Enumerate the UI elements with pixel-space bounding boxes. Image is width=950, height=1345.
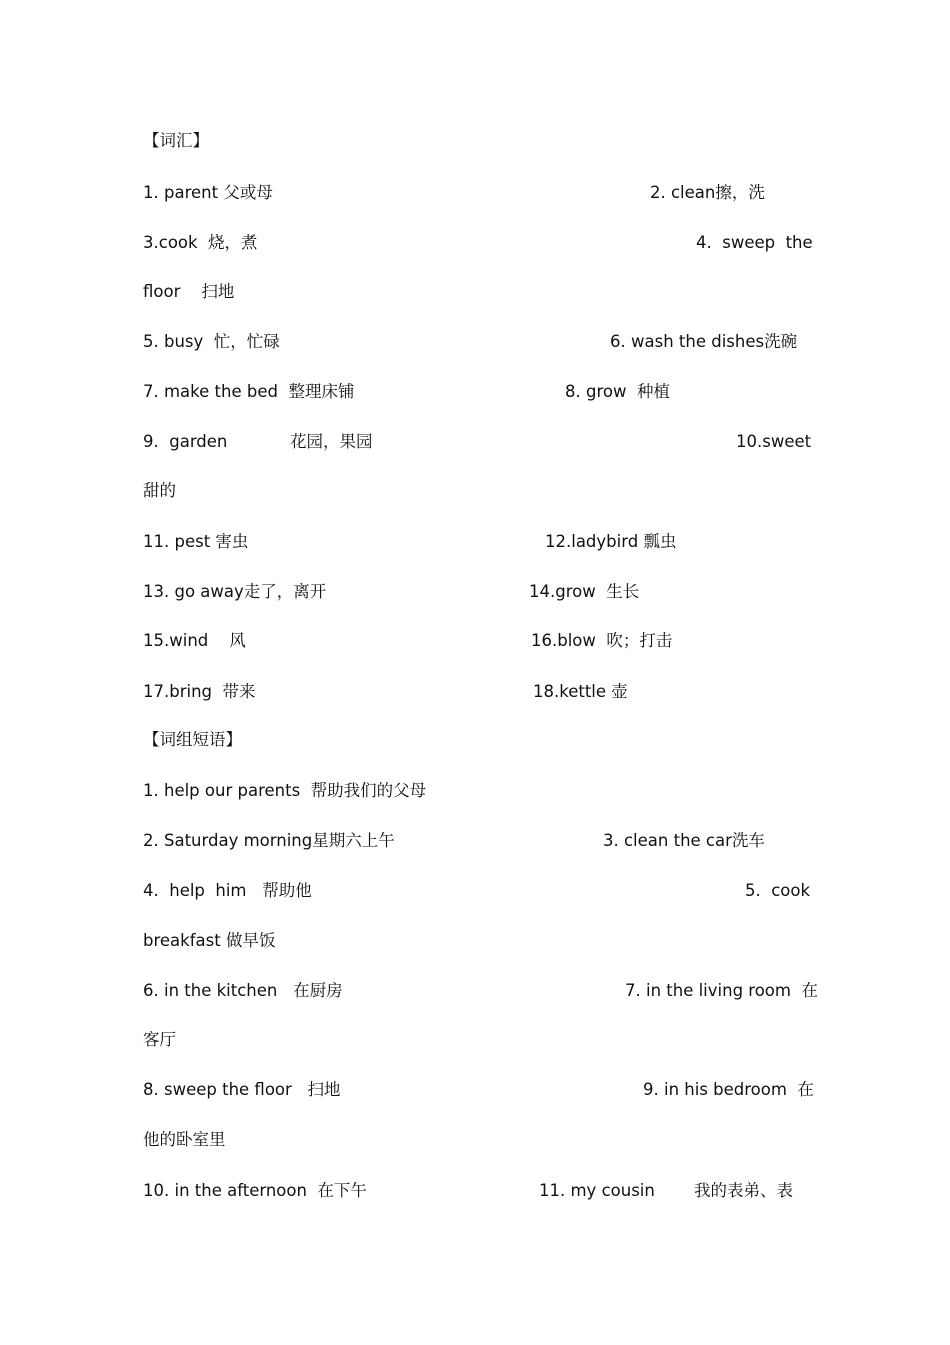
vocab-item: 12.ladybird 瓢虫 [545, 532, 677, 551]
vocab-item: 14.grow 生长 [529, 582, 640, 601]
vocab-item: 1. parent 父或母 [143, 183, 273, 202]
phrase-item: 5. cook [745, 881, 811, 900]
phrase-item: breakfast 做早饭 [143, 931, 276, 950]
vocab-item: 5. busy 忙，忙碌 [143, 332, 280, 351]
vocab-item: 15.wind 风 [143, 631, 246, 650]
vocab-heading: 【词汇】 [143, 131, 209, 150]
phrase-item: 1. help our parents 帮助我们的父母 [143, 781, 427, 800]
vocab-item: 7. make the bed 整理床铺 [143, 382, 355, 401]
phrase-item: 11. my cousin [539, 1181, 655, 1200]
vocab-item: 16.blow 吹；打击 [531, 631, 673, 650]
vocab-item: 10.sweet [736, 432, 812, 451]
vocab-item: 2. clean擦，洗 [650, 183, 765, 202]
phrase-item: 10. in the afternoon 在下午 [143, 1181, 367, 1200]
phrase-item: 9. in his bedroom 在 [643, 1080, 814, 1099]
vocab-item: 13. go away走了，离开 [143, 582, 327, 601]
vocab-item: 3.cook 烧，煮 [143, 233, 258, 252]
vocab-item: 4. sweep the [696, 233, 813, 252]
vocab-item: 18.kettle 壶 [533, 682, 628, 701]
vocab-item: floor 扫地 [143, 282, 235, 301]
phrase-item: 客厅 [143, 1030, 176, 1049]
vocab-item: 9. garden [143, 432, 228, 451]
phrase-item: 我的表弟、表 [694, 1181, 793, 1200]
phrase-item: 2. Saturday morning星期六上午 [143, 831, 395, 850]
phrase-item: 8. sweep the floor 扫地 [143, 1080, 341, 1099]
phrases-heading: 【词组短语】 [143, 730, 242, 749]
vocab-item: 6. wash the dishes洗碗 [610, 332, 798, 351]
vocab-item: 17.bring 带来 [143, 682, 256, 701]
vocab-item: 8. grow 种植 [565, 382, 670, 401]
vocab-item: 甜的 [143, 481, 176, 500]
vocab-item: 花园，果园 [290, 432, 373, 451]
phrase-item: 7. in the living room 在 [625, 981, 818, 1000]
phrase-item: 3. clean the car洗车 [603, 831, 765, 850]
phrase-item: 4. help him 帮助他 [143, 881, 312, 900]
phrase-item: 6. in the kitchen 在厨房 [143, 981, 343, 1000]
phrase-item: 他的卧室里 [143, 1130, 226, 1149]
vocab-item: 11. pest 害虫 [143, 532, 249, 551]
